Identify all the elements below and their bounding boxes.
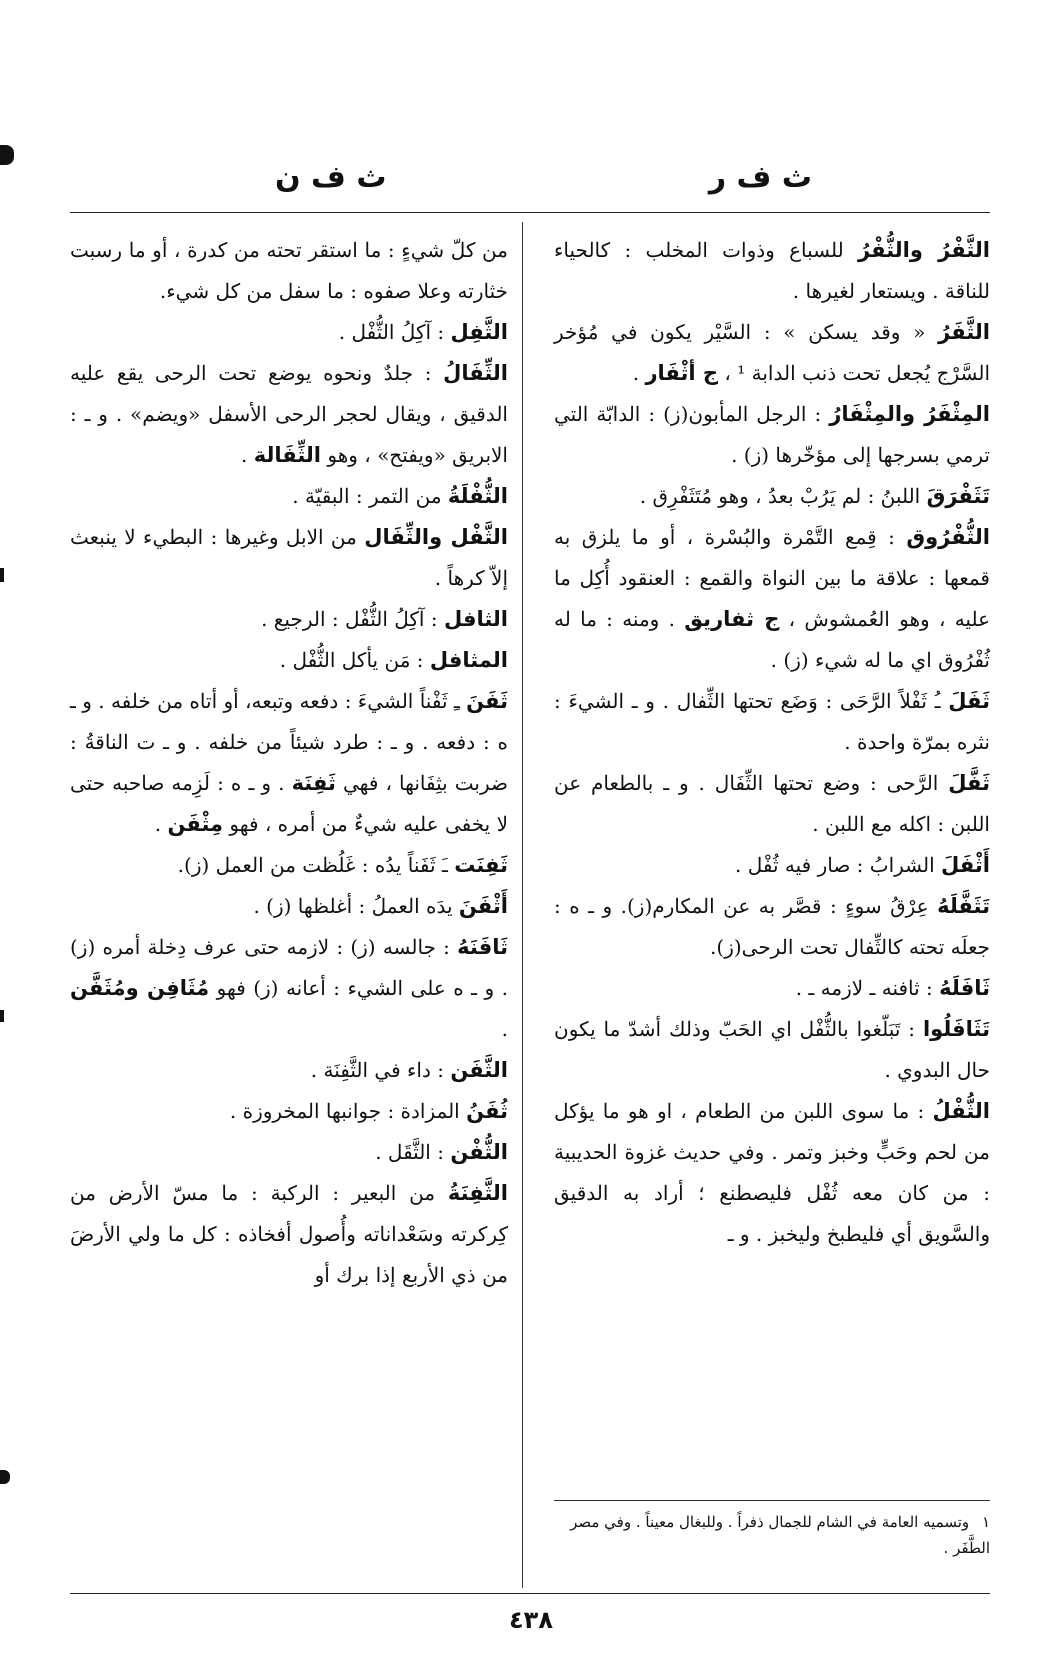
entry-headword: ثَفِنَت (454, 853, 508, 877)
entry-definition: الرَّحى : وضع تحتها الثِّفَال . و ـ بالطعام عن اللبن : اكله مع اللبن . (554, 771, 990, 836)
header-root-left: ث ف ن (275, 160, 387, 195)
dictionary-entry (70, 599, 508, 640)
entry-definition: : جلدٌ ونحوه يوضع تحت الرحى يقع عليه الدقيق ، ويقال لحجر الرحى الأسفل «ويضم» . و ـ : الابريق «ويفتح» ، وهو (70, 361, 508, 467)
entry-headword: ثَفَنَ (466, 689, 508, 713)
entry-headword: ثَافَنَهُ (457, 935, 508, 959)
dictionary-entry (554, 517, 990, 681)
entry-headword: الثُّفْلُ (932, 1099, 990, 1123)
dictionary-entry (554, 886, 990, 968)
entry-definition: . (154, 812, 168, 836)
entry-definition: : آكِلُ الثُّفْل . (338, 320, 451, 344)
entry-definition: عِرْقُ سوءٍ : قصَّر به عن المكارم(ز). و ـ ه : جعلَه تحته كالثِّفال تحت الرحى(ز). (554, 894, 990, 959)
dictionary-entry (554, 681, 990, 763)
dictionary-entry (70, 1091, 508, 1132)
footnote-marker: ١ (981, 1513, 990, 1531)
entry-headword: ج ثفاريق (684, 607, 780, 631)
entry-headword: الثُّفْن (450, 1140, 508, 1164)
footnote (554, 1500, 990, 1561)
column-divider (522, 222, 523, 1588)
margin-mark (0, 145, 14, 165)
entry-headword: تَثَفَّلَهُ (937, 894, 990, 918)
dictionary-entry (70, 927, 508, 1050)
dictionary-entry (554, 312, 990, 394)
footnote-text: وتسميه العامة في الشام للجمال ذفراً . وللبغال معيناً . وفي مصر الطَّفَر . (570, 1513, 990, 1557)
entry-definition: : ما سوى اللبن من الطعام ، او هو ما يؤكل من لحم وحَبٍّ وخبز وتمر . وفي حديث غزوة الحديبية : من كان معه ثُفْل فليصطنع ؛ أراد به الدقيق والسَّويق أي فليطبخ وليخبز . و ـ (554, 1099, 990, 1246)
entry-headword: ثَفَلَ (948, 689, 990, 713)
entry-definition: : تَبَلّغوا بالثُّفْل اي الحَبّ وذلك أشدّ ما يكون حال البدوي . (554, 1017, 990, 1082)
entry-definition: : قِمع التَّمْرة والبُسْرة ، أو ما يلزق به قمعها : علاقة ما بين النواة والقمع : العنقود أُكِل ما عليه ، وهو العُمشوش ، (554, 525, 991, 631)
dictionary-entry (70, 517, 508, 599)
entry-headword: ثُفَنُ (466, 1099, 508, 1123)
dictionary-entry (70, 476, 508, 517)
entry-definition: : الرجل المأبون(ز) : الدابّة التي ترمي بسرجها إلى مؤخّرها (ز) . (554, 402, 990, 467)
entry-headword: الثِّفَالُ (443, 361, 508, 385)
entry-definition: . و ـ ه : لَزِمه صاحبه حتى لا يخفى عليه شيءٌ من أمره ، فهو (70, 771, 508, 836)
header-rule (70, 212, 990, 213)
dictionary-entry (70, 886, 508, 927)
dictionary-entry (70, 845, 508, 886)
entry-headword: الثَّفْرُ والثُّفْرُ (858, 238, 990, 262)
entry-definition: . (501, 1017, 508, 1041)
entry-headword: الثَّفَرُ (938, 320, 990, 344)
entry-headword: المِثْفَرُ والمِثْفَارُ (829, 402, 990, 426)
left-column (70, 230, 508, 1296)
dictionary-entry (70, 1132, 508, 1173)
dictionary-entry (70, 312, 508, 353)
entry-definition: من التمر : البقيّة . (292, 484, 448, 508)
entry-headword: الثِّفَالة (253, 443, 321, 467)
entry-definition: ـُ ثَفْلاً الرَّحَى : وَضَع تحتها الثِّفال . و ـ الشيءَ : نثره بمرّة واحدة . (554, 689, 990, 754)
dictionary-entry (554, 763, 990, 845)
entry-definition: يدَه العملُ : أغلظها (ز) . (253, 894, 459, 918)
entry-headword: ج أثْفَار (645, 361, 719, 385)
entry-definition: : مَن يأكل الثُّفْل . (279, 648, 430, 672)
entry-headword: ثَافَلَهُ (939, 976, 990, 1000)
entry-definition: : داء في الثَّفِنَة . (310, 1058, 451, 1082)
entry-definition: . (632, 361, 646, 385)
entry-headword: الثَّفِنَةُ (447, 1181, 508, 1205)
entry-definition: اللبنُ : لم يَرُبْ بعدُ ، وهو مُتَثَفْرِق . (639, 484, 927, 508)
entry-definition: للسباع وذوات المخلب : كالحياء للناقة . ويستعار لغيرها . (554, 238, 990, 303)
entry-headword: مُثَافِن ومُثَفَّن (70, 976, 210, 1000)
entry-definition: . (241, 443, 254, 467)
entry-headword: تَثَفْرَقَ (926, 484, 990, 508)
entry-headword: الثَّفْل والثِّفَال (364, 525, 508, 549)
margin-mark (0, 1470, 10, 1484)
entry-headword: تَثَافَلُوا (922, 1017, 990, 1041)
dictionary-entry (70, 640, 508, 681)
entry-headword: مِثْفَن (167, 812, 224, 836)
entry-definition: الشرابُ : صار فيه ثُفْل . (735, 853, 942, 877)
entry-definition: من كلّ شيءٍ : ما استقر تحته من كدرة ، أو ما رسبت خثارته وعلا صفوه : ما سفل من كل شيء. (70, 238, 508, 303)
entry-definition: . ومنه : ما له ثُفْرُوق اي ما له شيء (ز) . (554, 607, 990, 672)
entry-headword: الثُّفْلَةُ (447, 484, 508, 508)
entry-headword: المثافل (429, 648, 508, 672)
entry-definition: من البعير : الركبة : ما مسّ الأرض من كِركرته وسَعْداناته وأُصول أفخاذه : كل ما ولي الأرضَ من ذي الأربع إذا برك أو (70, 1181, 508, 1287)
entry-headword: ثَفَّلَ (948, 771, 990, 795)
footer-rule (70, 1593, 990, 1594)
margin-mark (0, 1010, 4, 1022)
entry-definition: المزادة : جوانبها المخروزة . (229, 1099, 467, 1123)
entry-headword: الثافل (443, 607, 508, 631)
dictionary-entry (70, 1173, 508, 1296)
dictionary-entry (554, 230, 990, 312)
entry-definition: من الابل وغيرها : البطيء لا ينبعث إلاّ كرهاً . (70, 525, 508, 590)
entry-headword: أَثْفَنَ (458, 894, 508, 918)
entry-definition: : الثَّقَل . (375, 1140, 451, 1164)
entry-headword: الثَّفِل (450, 320, 508, 344)
entry-headword: أَثْفَلَ (941, 853, 990, 877)
right-column (554, 230, 990, 1255)
entry-definition: ـِ ثَفْناً الشيءَ : دفعه وتبعه، أو أتاه من خلفه . و ـ ه : دفعه . و ـ : طرد شيئاً من خلفه . و ـ ت الناقةُ : ضربت بثِفَانها ، فهي (70, 689, 509, 795)
entry-definition: : آكِلُ الثُّفْل : الرجيع . (261, 607, 444, 631)
dictionary-entry (70, 681, 508, 845)
entry-headword: ثَفِنَة (291, 771, 336, 795)
page-number: ٤٣٨ (509, 1606, 553, 1634)
dictionary-entry (554, 476, 990, 517)
margin-mark (0, 568, 4, 582)
dictionary-entry (554, 968, 990, 1009)
dictionary-entry (554, 845, 990, 886)
header-root-right: ث ف ر (708, 160, 812, 195)
dictionary-entry (70, 353, 508, 476)
entry-definition: : ثافنه ـ لازمه ـ . (795, 976, 940, 1000)
entry-definition: « وقد يسكن » : السَّيْر يكون في مُؤخر السَّرْج يُجعل تحت ذنب الدابة ¹ ، (554, 320, 990, 385)
dictionary-entry (554, 394, 990, 476)
entry-headword: الثُّفْرُوق (906, 525, 990, 549)
dictionary-entry (554, 1009, 990, 1091)
entry-definition: ـَ ثَفَناً يدُه : غَلُظت من العمل (ز). (177, 853, 455, 877)
dictionary-entry (70, 1050, 508, 1091)
entry-definition: : جالسه (ز) : لازمه حتى عرف دِخلة أمره (ز) . و ـ ه على الشيء : أعانه (ز) فهو (70, 935, 508, 1000)
dictionary-entry (554, 1091, 990, 1255)
entry-headword: الثَّفَن (450, 1058, 508, 1082)
dictionary-entry (70, 230, 508, 312)
